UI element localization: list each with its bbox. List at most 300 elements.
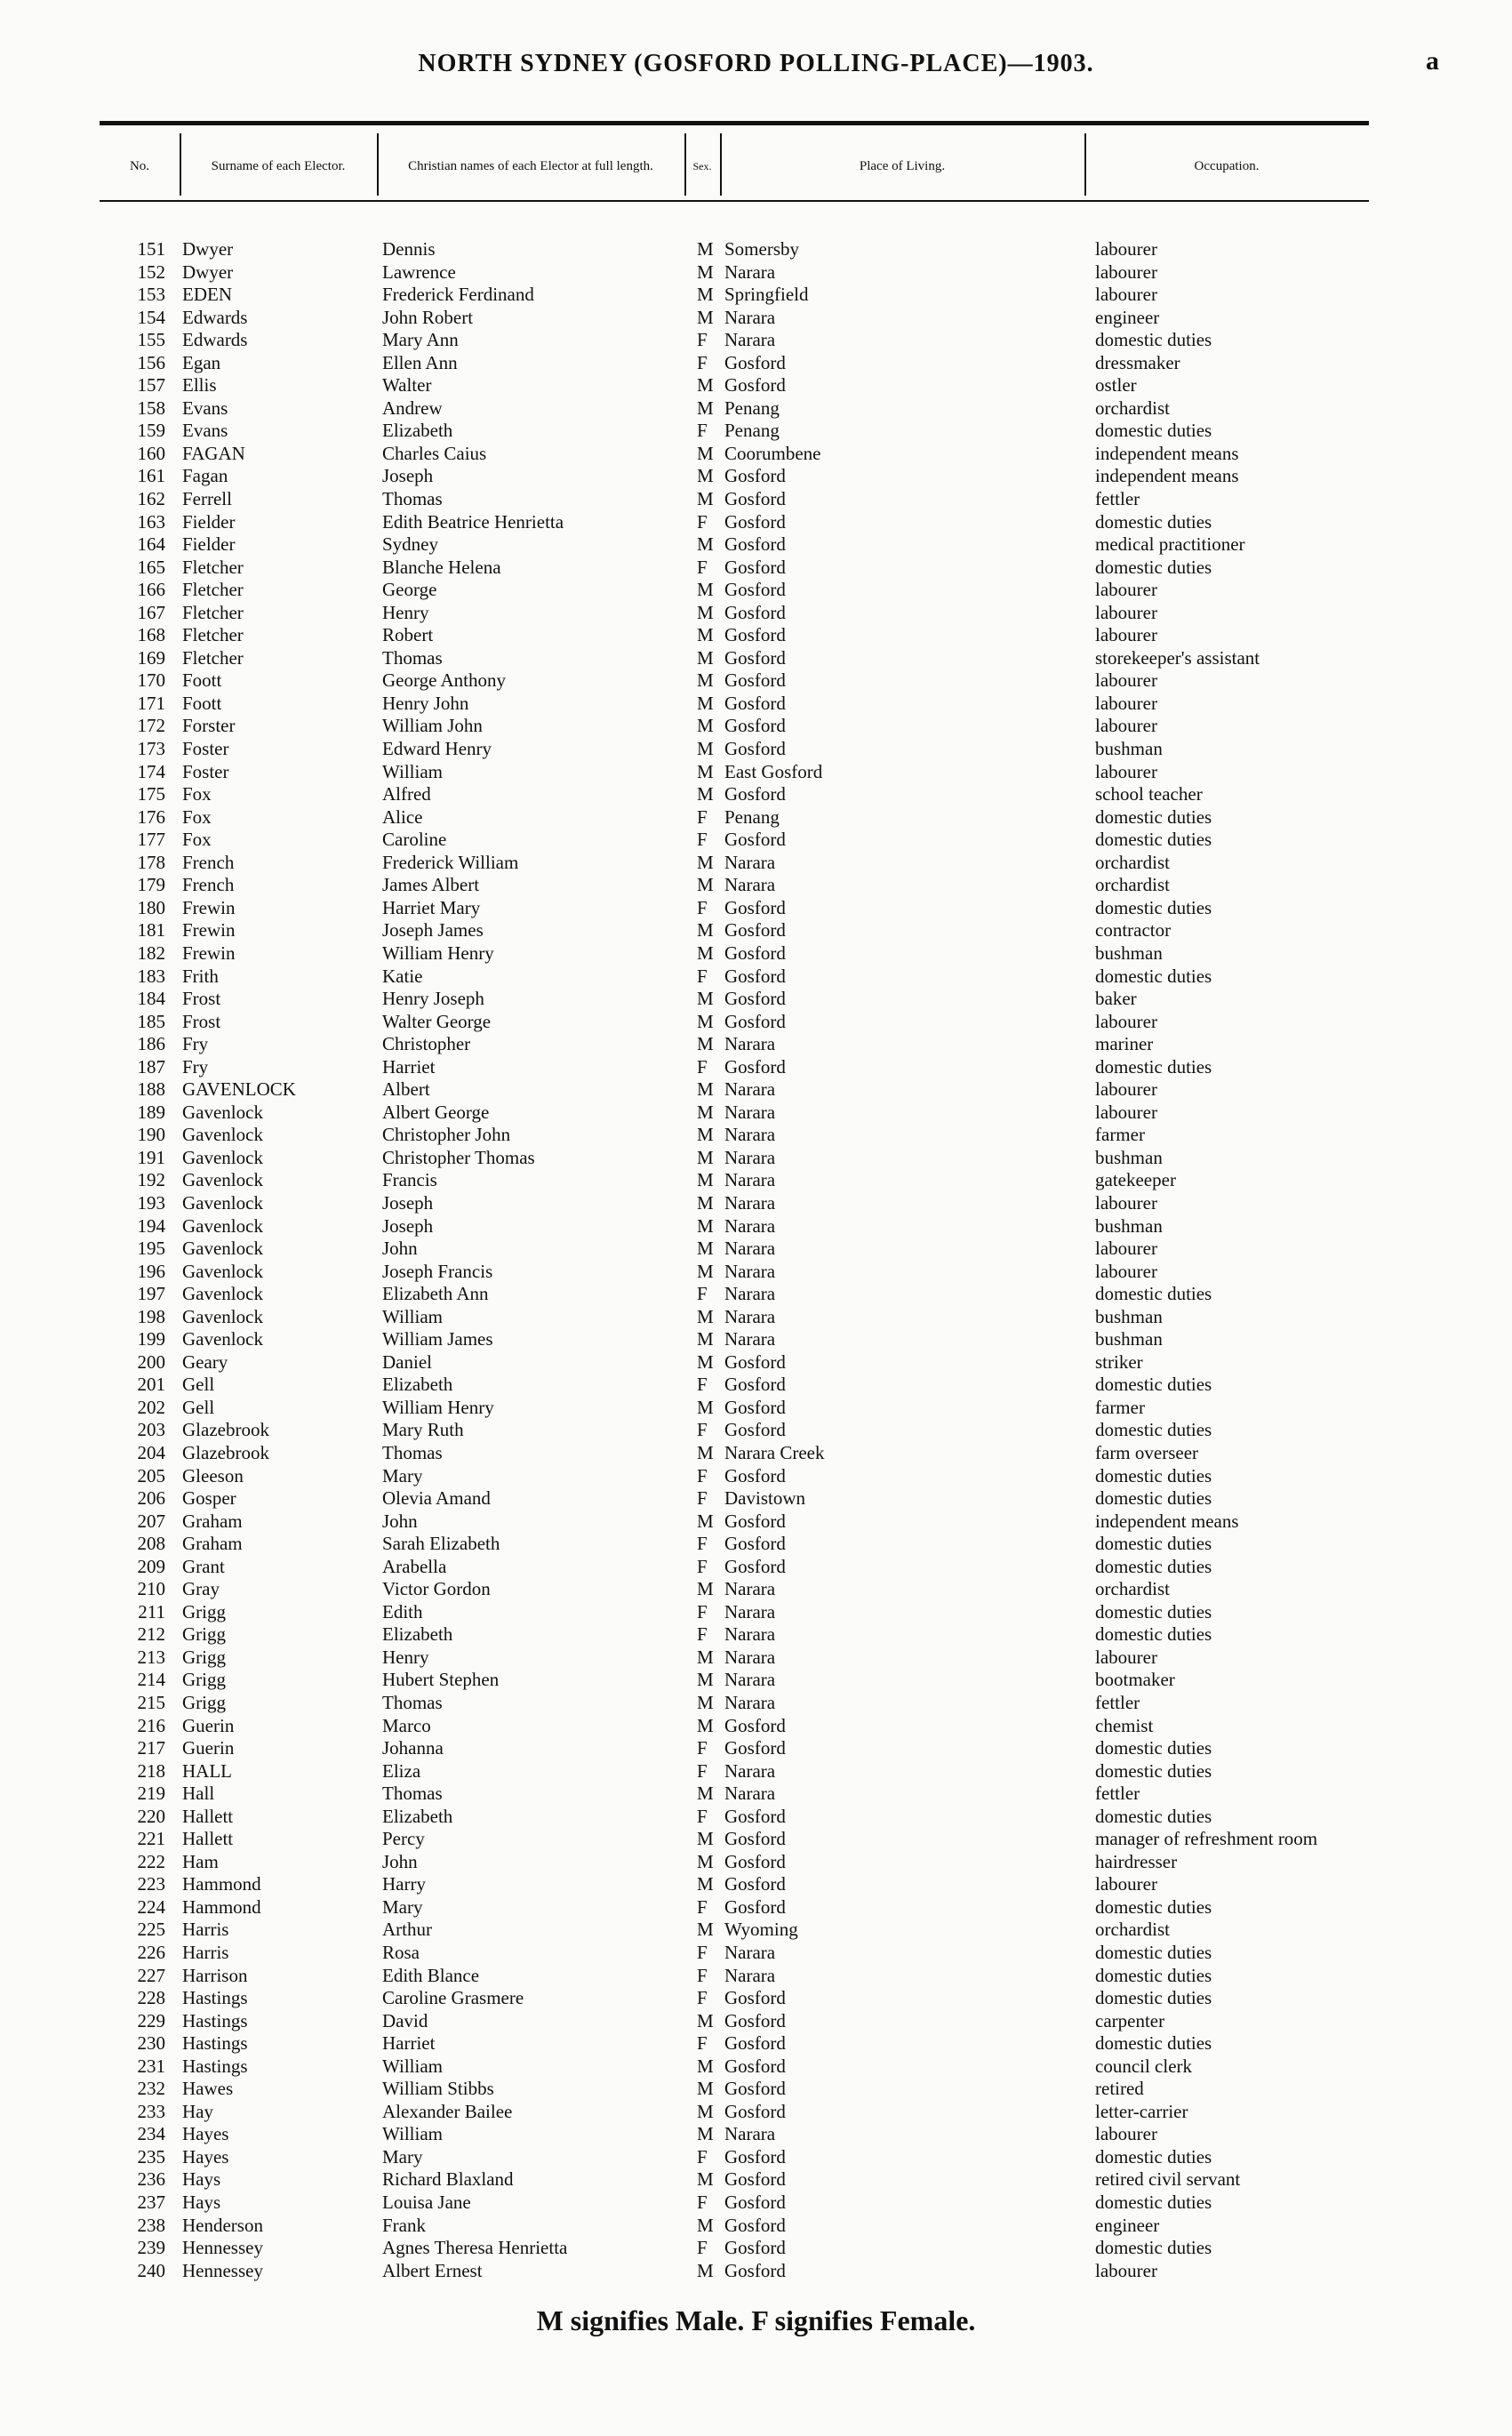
elector-row [0,1261,1512,1284]
elector-surname: EDEN [182,284,232,306]
elector-sex: F [697,1759,708,1782]
elector-surname: Harrison [182,1964,248,1986]
elector-christian-names: David [382,2009,428,2031]
elector-christian-names: Daniel [382,1350,432,1373]
elector-surname: Glazebrook [182,1441,269,1463]
elector-surname: Harris [182,1919,229,1941]
elector-occupation: orchardist [1095,874,1170,896]
elector-number: 166 [137,579,165,601]
elector-occupation: bushman [1095,1214,1163,1237]
elector-place-of-living: Penang [724,420,780,442]
elector-occupation: domestic duties [1095,1555,1212,1577]
elector-sex: M [697,2214,714,2236]
elector-christian-names: Joseph [382,465,434,487]
elector-christian-names: Alice [382,805,423,828]
elector-sex: F [697,2237,708,2259]
elector-christian-names: Dennis [382,238,436,260]
elector-number: 233 [137,2100,165,2122]
elector-christian-names: Katie [382,965,423,987]
elector-christian-names: Walter [382,374,432,397]
elector-occupation: bushman [1095,1305,1163,1327]
elector-place-of-living: Gosford [724,1533,786,1555]
elector-row [0,1124,1512,1147]
elector-row [0,1510,1512,1534]
elector-number: 178 [137,851,165,873]
elector-row [0,715,1512,738]
elector-occupation: domestic duties [1095,1487,1212,1510]
elector-christian-names: Henry [382,1646,429,1668]
elector-row [0,1078,1512,1102]
elector-number: 200 [137,1350,165,1373]
elector-sex: M [697,1328,714,1350]
elector-number: 217 [137,1737,165,1759]
elector-surname: Gavenlock [182,1328,263,1350]
elector-sex: F [697,1623,708,1646]
elector-surname: Frewin [182,919,236,942]
elector-row [0,693,1512,716]
elector-sex: M [697,1646,714,1668]
elector-surname: Geary [182,1350,228,1373]
elector-christian-names: William Stibbs [382,2078,494,2100]
elector-sex: M [697,306,714,328]
elector-place-of-living: Gosford [724,965,786,987]
elector-place-of-living: Narara [724,1283,776,1305]
elector-surname: Gavenlock [182,1146,263,1168]
elector-christian-names: Frank [382,2214,426,2236]
elector-occupation: labourer [1095,1238,1157,1260]
elector-number: 187 [137,1055,165,1078]
elector-surname: Frith [182,965,219,987]
elector-place-of-living: Narara [724,329,776,351]
elector-surname: Edwards [182,306,248,328]
elector-place-of-living: Narara [724,1146,776,1168]
elector-number: 207 [137,1510,165,1532]
elector-place-of-living: Narara [724,1191,776,1214]
elector-occupation: domestic duties [1095,2145,1212,2168]
elector-number: 239 [137,2237,165,2259]
elector-row [0,2032,1512,2055]
elector-occupation: domestic duties [1095,2192,1212,2214]
elector-number: 237 [137,2192,165,2214]
elector-surname: Fox [182,783,212,805]
elector-row [0,1328,1512,1351]
elector-occupation: domestic duties [1095,1737,1212,1759]
elector-christian-names: Albert Ernest [382,2259,483,2281]
elector-surname: Henderson [182,2214,263,2236]
elector-sex: F [697,1555,708,1577]
elector-occupation: retired [1095,2078,1144,2100]
elector-occupation: baker [1095,988,1137,1010]
elector-place-of-living: Davistown [724,1487,805,1510]
elector-place-of-living: Narara Creek [724,1441,825,1463]
elector-surname: Hastings [182,2032,248,2055]
elector-sex: M [697,1441,714,1463]
elector-occupation: domestic duties [1095,1464,1212,1486]
elector-occupation: domestic duties [1095,1374,1212,1396]
elector-place-of-living: Gosford [724,2145,786,2168]
elector-christian-names: Harry [382,1873,426,1895]
elector-row [0,919,1512,942]
elector-sex: M [697,2123,714,2145]
elector-row [0,1783,1512,1806]
elector-place-of-living: Gosford [724,2237,786,2259]
elector-surname: Hay [182,2100,213,2122]
elector-number: 154 [137,306,165,328]
elector-place-of-living: Narara [724,260,776,283]
elector-sex: M [697,1033,714,1055]
elector-christian-names: Christopher John [382,1124,511,1146]
elector-surname: Hennessey [182,2259,263,2281]
elector-number: 162 [137,488,165,510]
elector-christian-names: Caroline [382,829,447,851]
elector-place-of-living: Gosford [724,1555,786,1577]
elector-sex: F [697,1964,708,1986]
elector-place-of-living: Gosford [724,2214,786,2236]
elector-number: 227 [137,1964,165,1986]
elector-sex: F [697,2145,708,2168]
elector-row [0,2010,1512,2033]
elector-occupation: striker [1095,1350,1143,1373]
elector-sex: M [697,1714,714,1736]
elector-number: 184 [137,988,165,1010]
elector-sex: M [697,579,714,601]
elector-occupation: domestic duties [1095,510,1212,533]
elector-number: 179 [137,874,165,896]
elector-number: 202 [137,1396,165,1418]
elector-surname: Gosper [182,1487,236,1510]
elector-christian-names: Frederick William [382,851,519,873]
elector-occupation: domestic duties [1095,1419,1212,1441]
column-header-christian-names: Christian names of each Elector at full length. [408,158,653,173]
elector-place-of-living: Gosford [724,1873,786,1895]
elector-surname: Fry [182,1033,209,1055]
elector-christian-names: Christopher Thomas [382,1146,535,1168]
elector-number: 152 [137,260,165,283]
elector-sex: M [697,1010,714,1032]
elector-number: 203 [137,1419,165,1441]
elector-place-of-living: Narara [724,1783,776,1805]
column-header-sex: Sex. [692,159,712,172]
elector-occupation: labourer [1095,715,1157,737]
elector-occupation: carpenter [1095,2009,1165,2031]
elector-row [0,806,1512,829]
elector-place-of-living: Gosford [724,2009,786,2031]
elector-christian-names: William [382,1305,443,1327]
elector-list [0,238,1512,2282]
elector-christian-names: Walter George [382,1010,492,1032]
elector-occupation: contractor [1095,919,1172,942]
elector-number: 231 [137,2055,165,2077]
elector-occupation: labourer [1095,1010,1157,1032]
elector-row [0,1033,1512,1056]
elector-sex: M [697,1101,714,1123]
elector-occupation: fettler [1095,1783,1140,1805]
elector-row [0,1623,1512,1647]
column-header-place-of-living: Place of Living. [859,158,946,173]
elector-occupation: domestic duties [1095,2237,1212,2259]
header-bottom-rule [100,200,1369,202]
elector-row [0,2078,1512,2101]
elector-place-of-living: Gosford [724,896,786,918]
elector-sex: F [697,2192,708,2214]
elector-number: 167 [137,601,165,623]
elector-number: 220 [137,1805,165,1827]
elector-row [0,420,1512,443]
elector-row [0,1647,1512,1670]
elector-row [0,1873,1512,1896]
elector-sex: M [697,1783,714,1805]
elector-row [0,1556,1512,1579]
elector-row [0,1442,1512,1465]
elector-row [0,852,1512,875]
elector-number: 172 [137,715,165,737]
elector-row [0,443,1512,466]
elector-row [0,1987,1512,2010]
elector-occupation: labourer [1095,2123,1157,2145]
elector-christian-names: Mary Ann [382,329,459,351]
elector-christian-names: Percy [382,1828,425,1850]
elector-number: 209 [137,1555,165,1577]
elector-number: 188 [137,1078,165,1101]
elector-place-of-living: Gosford [724,2032,786,2055]
elector-christian-names: Francis [382,1169,437,1191]
elector-surname: Graham [182,1510,243,1532]
elector-occupation: domestic duties [1095,1055,1212,1078]
elector-number: 224 [137,1895,165,1918]
elector-surname: Fielder [182,510,236,533]
elector-number: 192 [137,1169,165,1191]
elector-christian-names: Victor Gordon [382,1578,491,1600]
elector-place-of-living: Gosford [724,919,786,942]
elector-surname: Hallett [182,1828,234,1850]
elector-occupation: orchardist [1095,397,1170,419]
elector-occupation: domestic duties [1095,1964,1212,1986]
elector-sex: M [697,1238,714,1260]
elector-christian-names: Elizabeth [382,1623,453,1646]
elector-row [0,1465,1512,1488]
elector-surname: Gavenlock [182,1305,263,1327]
elector-number: 160 [137,442,165,464]
elector-place-of-living: Narara [724,1600,776,1623]
elector-surname: Gavenlock [182,1260,263,1282]
elector-place-of-living: Gosford [724,1010,786,1032]
elector-christian-names: Thomas [382,488,443,510]
elector-surname: Gleeson [182,1464,244,1486]
elector-number: 196 [137,1260,165,1282]
elector-christian-names: Edith [382,1600,423,1623]
elector-place-of-living: Narara [724,1101,776,1123]
elector-sex: M [697,2100,714,2122]
elector-row [0,966,1512,989]
elector-row [0,1578,1512,1601]
elector-number: 223 [137,1873,165,1895]
elector-surname: Hastings [182,1987,248,2009]
elector-surname: Gell [182,1396,215,1418]
elector-sex: M [697,919,714,942]
elector-row [0,1601,1512,1624]
elector-christian-names: Mary [382,1895,423,1918]
elector-christian-names: John [382,1510,418,1532]
elector-number: 218 [137,1759,165,1782]
elector-number: 230 [137,2032,165,2055]
elector-row [0,1283,1512,1306]
elector-sex: M [697,1692,714,1713]
elector-surname: HALL [182,1759,232,1782]
elector-place-of-living: Gosford [724,488,786,510]
elector-christian-names: Sarah Elizabeth [382,1533,500,1555]
elector-sex: M [697,465,714,487]
elector-surname: Ham [182,1850,219,1872]
elector-number: 226 [137,1942,165,1964]
elector-place-of-living: Narara [724,1124,776,1146]
elector-sex: F [697,1805,708,1827]
elector-place-of-living: Gosford [724,510,786,533]
elector-sex: F [697,1374,708,1396]
elector-surname: Guerin [182,1714,235,1736]
elector-place-of-living: Gosford [724,351,786,373]
elector-place-of-living: Narara [724,1669,776,1691]
elector-occupation: domestic duties [1095,1533,1212,1555]
elector-occupation: engineer [1095,306,1160,328]
elector-place-of-living: Gosford [724,829,786,851]
elector-number: 189 [137,1101,165,1123]
elector-row [0,1238,1512,1261]
elector-place-of-living: Gosford [724,738,786,760]
elector-occupation: storekeeper's assistant [1095,646,1260,669]
elector-occupation: labourer [1095,624,1157,646]
elector-surname: Hayes [182,2123,229,2145]
elector-place-of-living: Gosford [724,2078,786,2100]
elector-surname: Gavenlock [182,1191,263,1214]
elector-sex: F [697,420,708,442]
elector-row [0,1056,1512,1079]
elector-surname: French [182,851,235,873]
elector-christian-names: Eliza [382,1759,421,1782]
elector-place-of-living: Gosford [724,624,786,646]
elector-occupation: mariner [1095,1033,1154,1055]
elector-christian-names: Robert [382,624,434,646]
elector-surname: Ferrell [182,488,232,510]
elector-sex: F [697,1055,708,1078]
elector-surname: Edwards [182,329,248,351]
elector-surname: Gavenlock [182,1214,263,1237]
elector-christian-names: Andrew [382,397,443,419]
elector-sex: F [697,329,708,351]
elector-number: 198 [137,1305,165,1327]
elector-sex: M [697,1669,714,1691]
elector-surname: Grigg [182,1600,226,1623]
elector-surname: Evans [182,420,228,442]
elector-number: 169 [137,646,165,669]
elector-row [0,1806,1512,1829]
elector-occupation: domestic duties [1095,965,1212,987]
elector-number: 216 [137,1714,165,1736]
elector-sex: F [697,1987,708,2009]
elector-row [0,1147,1512,1170]
elector-occupation: school teacher [1095,783,1203,805]
elector-christian-names: Harriet [382,2032,436,2055]
elector-sex: M [697,601,714,623]
elector-place-of-living: Narara [724,1078,776,1101]
elector-occupation: labourer [1095,1873,1157,1895]
elector-christian-names: John [382,1238,418,1260]
elector-sex: M [697,715,714,737]
elector-number: 210 [137,1578,165,1600]
elector-surname: Hayes [182,2145,229,2168]
elector-sex: M [697,1350,714,1373]
elector-christian-names: John Robert [382,306,474,328]
elector-place-of-living: Narara [724,2123,776,2145]
elector-number: 190 [137,1124,165,1146]
elector-place-of-living: Penang [724,805,780,828]
elector-occupation: labourer [1095,692,1157,714]
elector-christian-names: Harriet [382,1055,436,1078]
elector-row [0,897,1512,920]
elector-occupation: letter-carrier [1095,2100,1188,2122]
elector-number: 193 [137,1191,165,1214]
elector-sex: F [697,1533,708,1555]
elector-number: 205 [137,1464,165,1486]
elector-number: 159 [137,420,165,442]
elector-occupation: orchardist [1095,851,1170,873]
elector-place-of-living: Gosford [724,1374,786,1396]
elector-row [0,761,1512,784]
elector-occupation: domestic duties [1095,1895,1212,1918]
elector-place-of-living: Gosford [724,556,786,578]
elector-row [0,1851,1512,1874]
elector-surname: Frewin [182,896,236,918]
elector-occupation: medical practitioner [1095,533,1245,556]
elector-number: 186 [137,1033,165,1055]
elector-number: 240 [137,2259,165,2281]
elector-christian-names: Lawrence [382,260,456,283]
elector-surname: French [182,874,235,896]
elector-christian-names: Olevia Amand [382,1487,491,1510]
elector-row [0,1215,1512,1238]
elector-place-of-living: Springfield [724,284,809,306]
elector-surname: Forster [182,715,236,737]
elector-occupation: labourer [1095,760,1157,782]
elector-sex: M [697,1191,714,1214]
elector-christian-names: Christopher [382,1033,471,1055]
elector-surname: Graham [182,1533,243,1555]
elector-number: 182 [137,942,165,964]
elector-sex: M [697,1078,714,1101]
elector-row [0,329,1512,352]
elector-surname: Fletcher [182,601,244,623]
elector-sex: M [697,2055,714,2077]
elector-surname: Fletcher [182,556,244,578]
elector-row [0,1715,1512,1738]
elector-place-of-living: Narara [724,1305,776,1327]
elector-christian-names: Thomas [382,1692,443,1713]
elector-sex: M [697,488,714,510]
elector-number: 173 [137,738,165,760]
elector-occupation: domestic duties [1095,2032,1212,2055]
elector-christian-names: Mary [382,2145,423,2168]
elector-christian-names: Arabella [382,1555,447,1577]
elector-row [0,2192,1512,2215]
elector-surname: Gell [182,1374,215,1396]
elector-surname: Hastings [182,2009,248,2031]
elector-surname: Fletcher [182,579,244,601]
elector-row [0,602,1512,625]
elector-number: 164 [137,533,165,556]
elector-number: 201 [137,1374,165,1396]
elector-number: 181 [137,919,165,942]
elector-occupation: engineer [1095,2214,1160,2236]
elector-row [0,1351,1512,1374]
